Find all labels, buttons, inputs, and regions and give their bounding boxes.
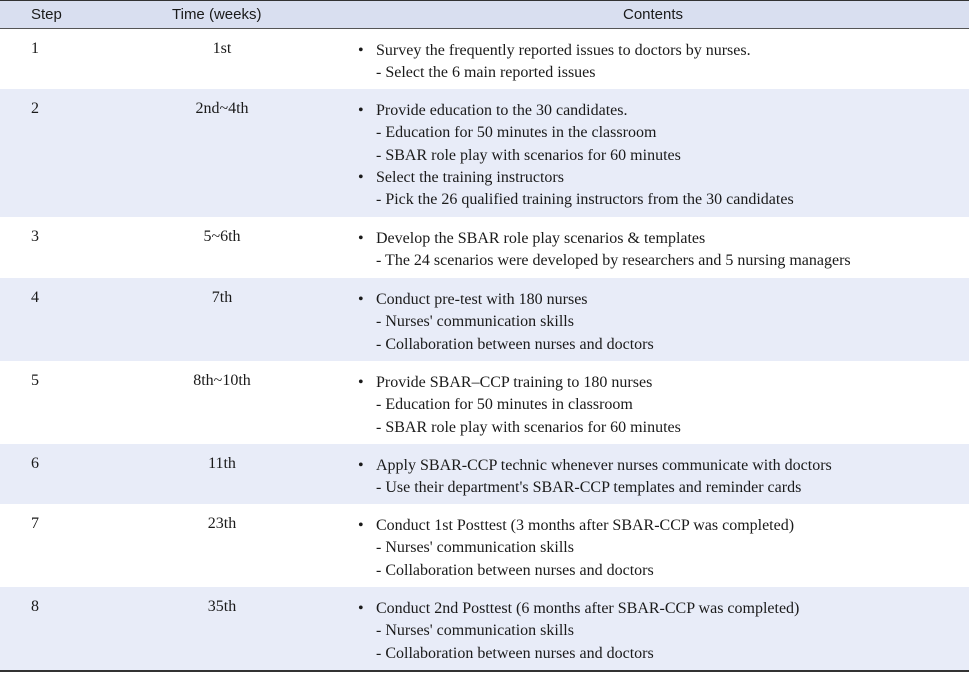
- table-bottom-rule: [0, 670, 969, 672]
- contents-cell: [358, 455, 832, 500]
- bullet-item: [358, 228, 851, 250]
- detail-line: [358, 250, 851, 272]
- bullet-icon: •: [358, 42, 364, 59]
- time-cell: 8th~10th: [193, 372, 251, 389]
- detail-line: [358, 311, 654, 333]
- time-cell: 2nd~4th: [195, 100, 249, 117]
- bullet-icon: •: [358, 230, 364, 247]
- header-time: Time (weeks): [172, 6, 262, 23]
- table-header: [0, 0, 969, 29]
- table-row: [0, 278, 969, 361]
- bullet-icon: •: [358, 457, 364, 474]
- line-text: - Pick the 26 qualified training instructors from the 30 candidates: [376, 191, 794, 209]
- line-text: - Nurses' communication skills: [376, 622, 574, 640]
- header-step: Step: [31, 6, 62, 23]
- line-text: Develop the SBAR role play scenarios & templates: [376, 230, 706, 247]
- bullet-icon: •: [358, 102, 364, 119]
- bullet-item: [358, 455, 832, 477]
- bullet-icon: •: [358, 517, 364, 534]
- table-row: [0, 444, 969, 504]
- bullet-item: [358, 100, 794, 122]
- line-text: - Collaboration between nurses and doctors: [376, 335, 654, 353]
- contents-cell: [358, 598, 799, 665]
- table-body: [0, 29, 969, 670]
- line-text: Apply SBAR-CCP technic whenever nurses communicate with doctors: [376, 457, 832, 474]
- detail-line: [358, 334, 654, 356]
- line-text: - Nurses' communication skills: [376, 539, 574, 557]
- time-cell: 7th: [211, 289, 233, 306]
- detail-line: [358, 122, 794, 144]
- step-cell: 3: [31, 228, 39, 245]
- line-text: - Use their department's SBAR-CCP templates and reminder cards: [376, 479, 802, 497]
- contents-cell: [358, 372, 681, 439]
- time-cell: 5~6th: [203, 228, 241, 245]
- line-text: - The 24 scenarios were developed by researchers and 5 nursing managers: [376, 252, 851, 270]
- contents-cell: [358, 100, 794, 211]
- detail-line: [358, 537, 794, 559]
- table-row: [0, 504, 969, 587]
- detail-line: [358, 145, 794, 167]
- contents-cell: [358, 40, 751, 85]
- table-row: [0, 89, 969, 217]
- bullet-icon: •: [358, 600, 364, 617]
- line-text: - Education for 50 minutes in the classroom: [376, 124, 657, 142]
- line-text: Survey the frequently reported issues to doctors by nurses.: [376, 42, 751, 59]
- table-row: [0, 361, 969, 444]
- detail-line: [358, 62, 751, 84]
- table-row: [0, 217, 969, 278]
- step-cell: 1: [31, 40, 39, 57]
- contents-cell: [358, 515, 794, 582]
- line-text: Conduct pre-test with 180 nurses: [376, 291, 588, 308]
- bullet-icon: •: [358, 291, 364, 308]
- contents-cell: [358, 289, 654, 356]
- detail-line: [358, 417, 681, 439]
- line-text: - SBAR role play with scenarios for 60 minutes: [376, 418, 681, 436]
- time-cell: 23th: [207, 515, 237, 532]
- time-cell: 11th: [208, 455, 236, 472]
- detail-line: [358, 643, 799, 665]
- line-text: - Collaboration between nurses and doctors: [376, 561, 654, 579]
- step-cell: 6: [31, 455, 39, 472]
- header-contents: Contents: [623, 6, 684, 23]
- line-text: Conduct 1st Posttest (3 months after SBAR-CCP was completed): [376, 517, 795, 534]
- line-text: - Nurses' communication skills: [376, 313, 574, 331]
- step-cell: 2: [31, 100, 39, 117]
- line-text: - Select the 6 main reported issues: [376, 64, 596, 82]
- bullet-item: [358, 40, 751, 62]
- contents-cell: [358, 228, 851, 273]
- step-cell: 4: [31, 289, 39, 306]
- line-text: Select the training instructors: [376, 168, 564, 186]
- bullet-item: [358, 598, 799, 620]
- bullet-item: [358, 167, 794, 189]
- bullet-item: [358, 515, 794, 537]
- detail-line: [358, 477, 832, 499]
- bullet-icon: •: [358, 374, 364, 391]
- detail-line: [358, 189, 794, 211]
- line-text: - SBAR role play with scenarios for 60 minutes: [376, 146, 681, 164]
- detail-line: [358, 620, 799, 642]
- detail-line: [358, 560, 794, 582]
- table-row: [0, 587, 969, 670]
- line-text: - Education for 50 minutes in classroom: [376, 396, 633, 414]
- time-cell: 35th: [207, 598, 237, 615]
- line-text: Provide education to the 30 candidates.: [376, 102, 628, 119]
- line-text: - Collaboration between nurses and doctors: [376, 644, 654, 662]
- bullet-icon: •: [358, 168, 364, 186]
- bullet-item: [358, 289, 654, 311]
- bullet-item: [358, 372, 681, 394]
- step-cell: 7: [31, 515, 39, 532]
- step-cell: 5: [31, 372, 39, 389]
- line-text: Provide SBAR–CCP training to 180 nurses: [376, 374, 653, 391]
- table-row: [0, 29, 969, 89]
- step-cell: 8: [31, 598, 39, 615]
- line-text: Conduct 2nd Posttest (6 months after SBAR-CCP was completed): [376, 600, 800, 617]
- detail-line: [358, 394, 681, 416]
- time-cell: 1st: [212, 40, 232, 57]
